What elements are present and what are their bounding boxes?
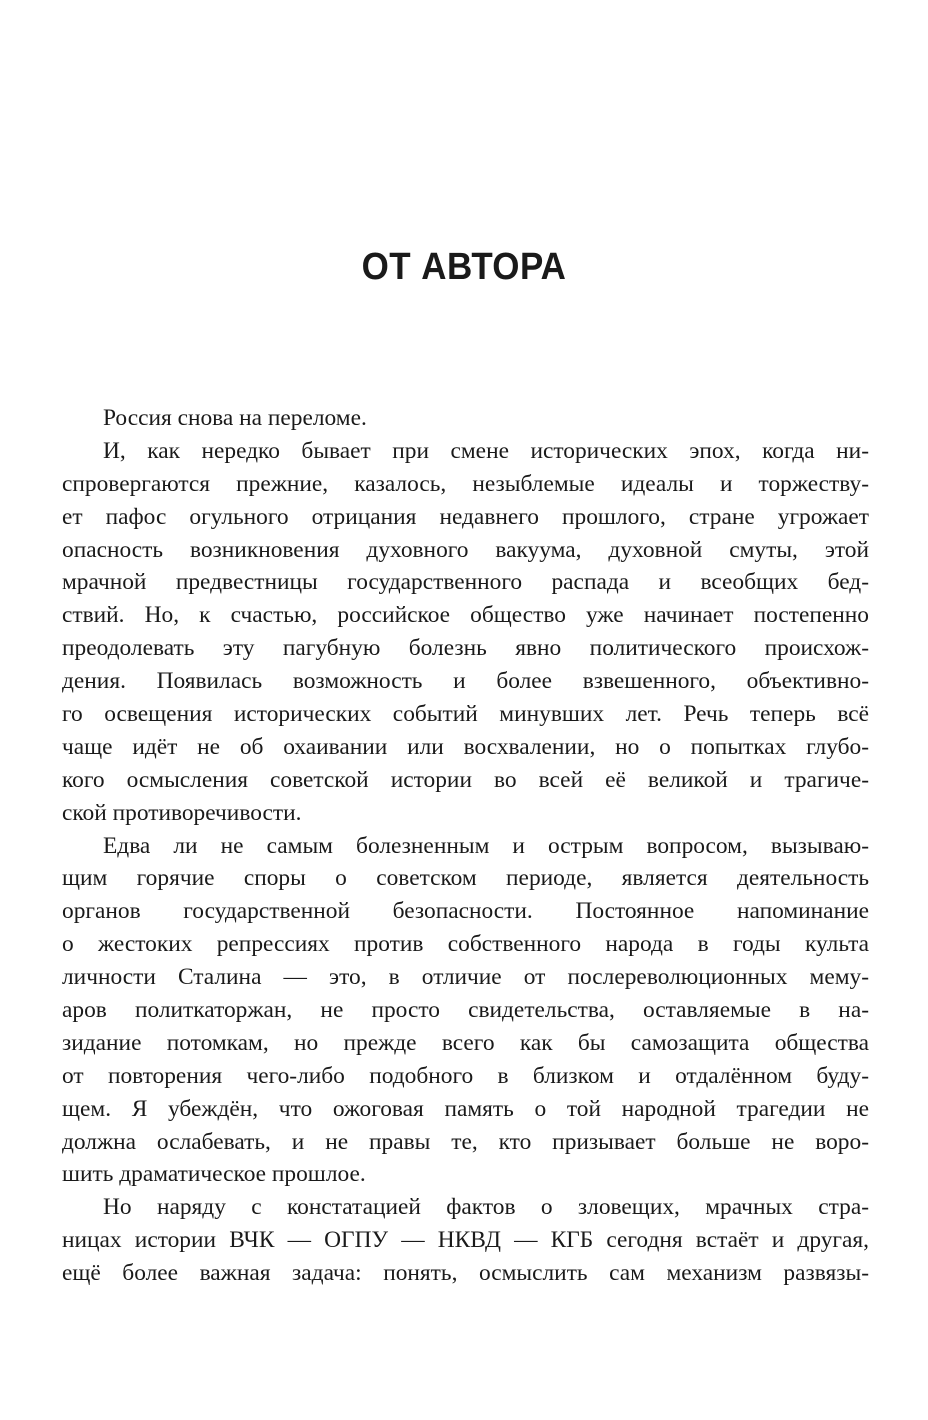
text-line: от повторения чего-либо подобного в близком и отдалённом буду- <box>62 1062 869 1089</box>
text-line: дения. Появилась возможность и более взвешенного, объективно- <box>62 668 869 695</box>
text-line: щим горячие споры о советском периоде, является деятельность <box>62 865 869 892</box>
text-line: опасность возникновения духовного вакуума, духовной смуты, этой <box>62 536 869 563</box>
text-line: мрачной предвестницы государственного распада и всеобщих бед- <box>62 569 869 596</box>
text-line: личности Сталина — это, в отличие от послереволюционных мему- <box>62 964 869 991</box>
text-line: аров политкаторжан, не просто свидетельства, оставляемые в на- <box>62 997 869 1024</box>
text-line: Россия снова на переломе. <box>103 405 367 431</box>
text-line: И, как нередко бывает при смене исторических эпох, когда ни- <box>103 437 869 464</box>
text-line: ещё более важная задача: понять, осмыслить сам механизм развязы- <box>62 1260 869 1287</box>
text-line: кого осмысления советской истории во всей её великой и трагиче- <box>62 766 869 793</box>
text-line: ет пафос огульного отрицания недавнего прошлого, стране угрожает <box>62 503 869 530</box>
text-line: шить драматическое прошлое. <box>62 1161 366 1188</box>
text-line: о жестоких репрессиях против собственного народа в годы культа <box>62 931 869 958</box>
text-line: Но наряду с констатацией фактов о зловещих, мрачных стра- <box>103 1194 869 1221</box>
body-text <box>62 402 869 1290</box>
text-line: щем. Я убеждён, что ожоговая память о той народной трагедии не <box>62 1095 869 1122</box>
text-line: зидание потомкам, но прежде всего как бы самозащита общества <box>62 1029 869 1056</box>
text-line: чаще идёт не об охаивании или восхвалении, но о попытках глубо- <box>62 733 869 760</box>
text-line: органов государственной безопасности. Постоянное напоминание <box>62 898 869 925</box>
text-line: Едва ли не самым болезненным и острым вопросом, вызываю- <box>103 832 869 859</box>
chapter-title: ОТ АВТОРА <box>361 246 567 288</box>
text-line: спровергаются прежние, казалось, незыблемые идеалы и торжеству- <box>62 470 869 497</box>
text-line: го освещения исторических событий минувших лет. Речь теперь всё <box>62 701 869 728</box>
text-line: ской противоречивости. <box>62 799 302 826</box>
text-line: ствий. Но, к счастью, российское общество уже начинает постепенно <box>62 602 869 629</box>
text-line: ницах истории ВЧК — ОГПУ — НКВД — КГБ сегодня встаёт и другая, <box>62 1227 869 1254</box>
text-line: должна ослабевать, и не правы те, кто призывает больше не воро- <box>62 1128 869 1155</box>
text-line: преодолевать эту пагубную болезнь явно политического происхож- <box>62 635 869 662</box>
